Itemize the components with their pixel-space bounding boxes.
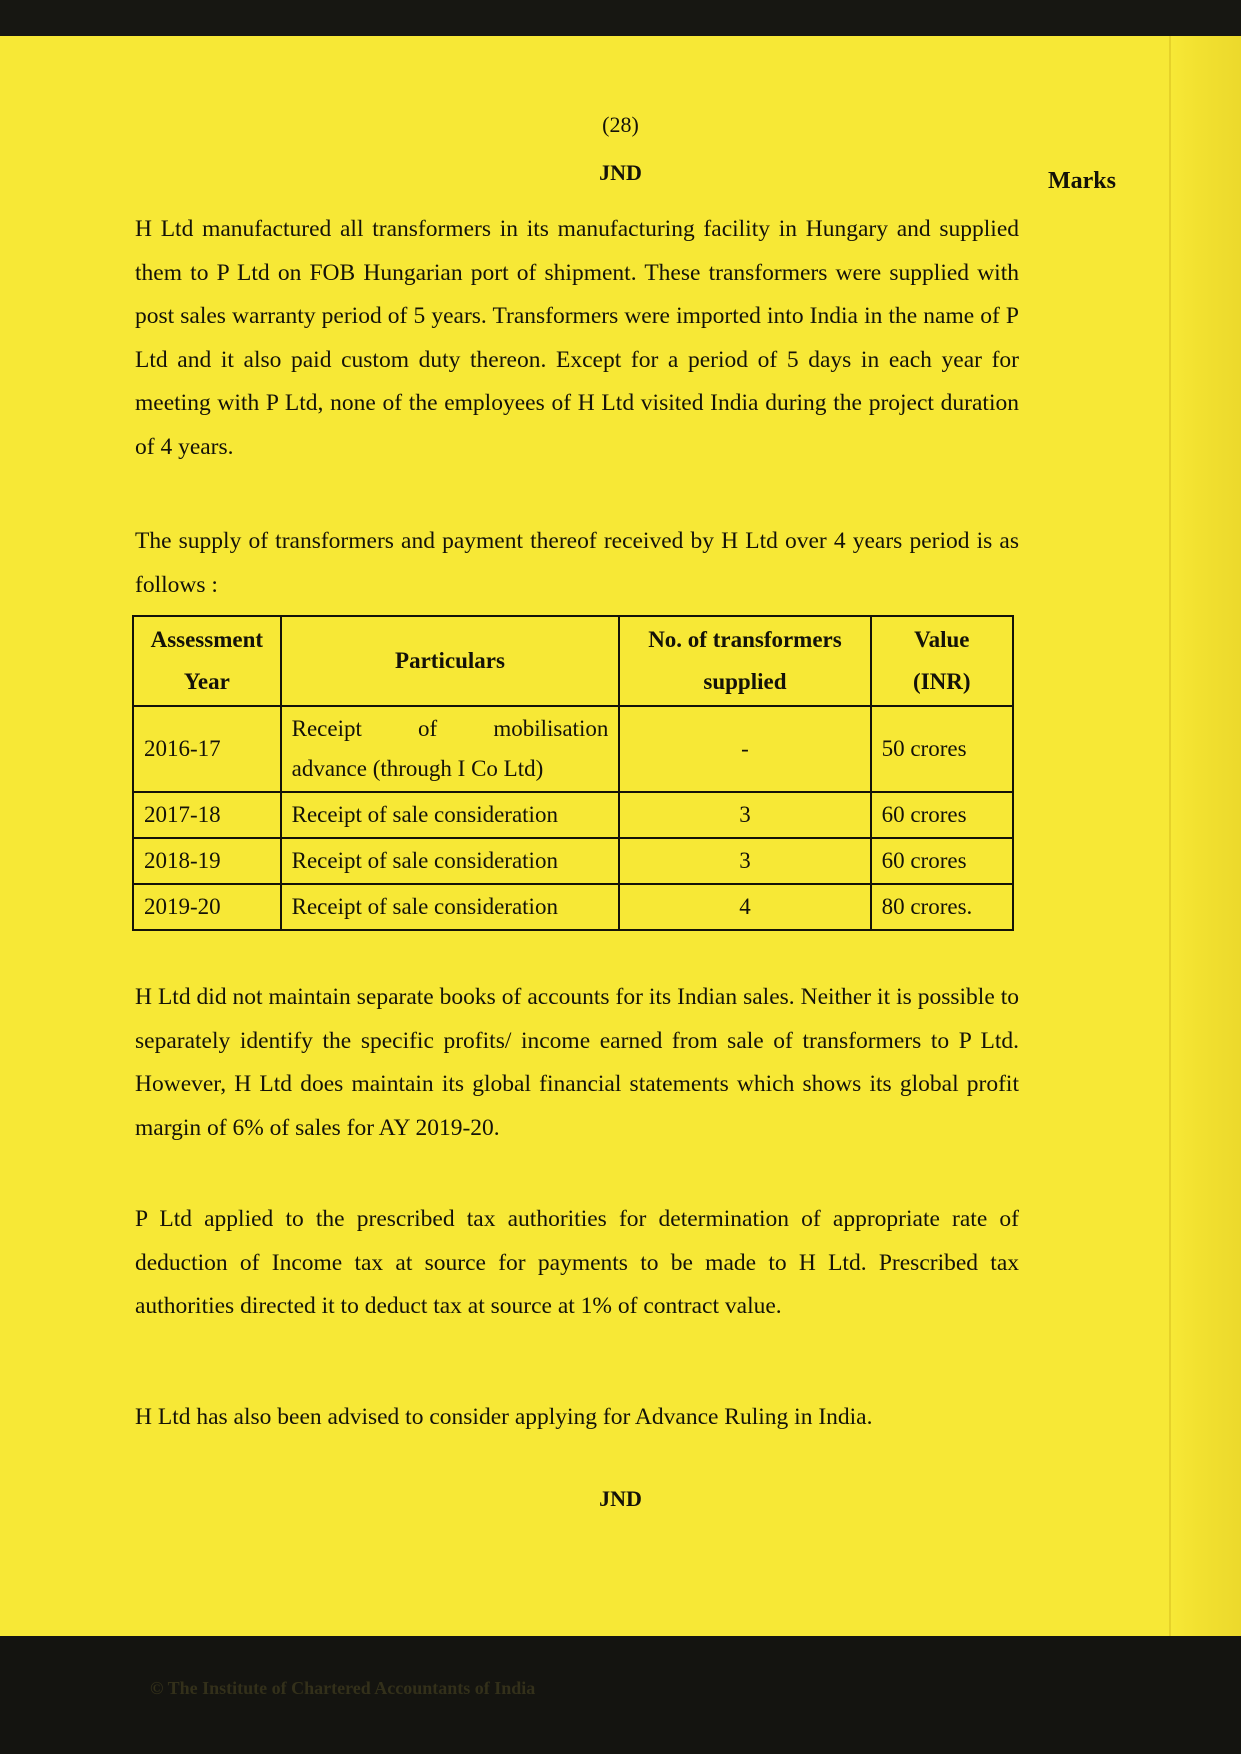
- cell-text: Receipt of mobilisation: [291, 716, 609, 741]
- paragraph-books-of-accounts: H Ltd did not maintain separate books of accounts for its Indian sales. Neither it is possible to separately identify the specific profits/ income earned from sale of transformers to P Ltd. However, H Ltd does maintain its global financial statements which shows its global profit margin of 6% of sales for AY 2019-20.: [135, 984, 1019, 1141]
- cell-particulars: Receipt of sale consideration: [281, 838, 620, 884]
- paragraph-advance-ruling: H Ltd has also been advised to consider applying for Advance Ruling in India.: [135, 1404, 873, 1430]
- cell-value: 60 crores: [871, 792, 1013, 838]
- paragraph-tds-rate: P Ltd applied to the prescribed tax authorities for determination of appropriate rate of deduction of Income tax at source for payments to be made to H Ltd. Prescribed tax authorities directed it to deduct tax at source at 1% of contract value.: [135, 1206, 1019, 1319]
- cell-count: -: [619, 706, 870, 792]
- marks-label: Marks: [1048, 168, 1116, 194]
- cell-year: 2018-19: [133, 838, 281, 884]
- supply-table: [132, 615, 1014, 931]
- header-text: Year: [183, 669, 230, 694]
- cell-text: advance (through I Co Ltd): [291, 756, 544, 781]
- page-edge: [1169, 36, 1241, 1636]
- footer-code: JND: [599, 1486, 642, 1511]
- table-row: [133, 706, 1013, 792]
- cell-count: 3: [619, 838, 870, 884]
- cell-year: 2019-20: [133, 884, 281, 930]
- header-text: supplied: [703, 669, 787, 694]
- copyright-notice: © The Institute of Chartered Accountants of India: [150, 1678, 536, 1698]
- header-transformers-supplied: [619, 616, 870, 706]
- header-assessment-year: [133, 616, 281, 706]
- paragraph-supply-intro: The supply of transformers and payment thereof received by H Ltd over 4 years period is as follows :: [135, 528, 1019, 598]
- page-number: (28): [602, 112, 639, 137]
- cell-year: 2017-18: [133, 792, 281, 838]
- cell-value: 60 crores: [871, 838, 1013, 884]
- table-header-row: [133, 616, 1013, 706]
- header-value: [871, 616, 1013, 706]
- cell-year: 2016-17: [133, 706, 281, 792]
- table-row: [133, 792, 1013, 838]
- cell-value: 80 crores.: [871, 884, 1013, 930]
- header-code: JND: [599, 160, 642, 185]
- cell-count: 3: [619, 792, 870, 838]
- table-row: [133, 838, 1013, 884]
- scan-top-border: [0, 0, 1241, 38]
- header-text: Assessment: [150, 627, 264, 652]
- cell-particulars: [281, 706, 620, 792]
- header-text: No. of transformers: [648, 627, 842, 652]
- cell-value: 50 crores: [871, 706, 1013, 792]
- header-particulars: Particulars: [281, 616, 620, 706]
- cell-count: 4: [619, 884, 870, 930]
- cell-particulars: Receipt of sale consideration: [281, 884, 620, 930]
- paragraph-transformer-supply: H Ltd manufactured all transformers in its manufacturing facility in Hungary and supplied them to P Ltd on FOB Hungarian port of shipment. These transformers were supplied with post sales warranty period of 5 years. Transformers were imported into India in the name of P Ltd and it also paid custom duty thereon. Except for a period of 5 days in each year for meeting with P Ltd, none of the employees of H Ltd visited India during the project duration of 4 years.: [135, 216, 1019, 460]
- table-row: [133, 884, 1013, 930]
- header-text: (INR): [913, 669, 971, 694]
- cell-particulars: Receipt of sale consideration: [281, 792, 620, 838]
- header-text: Value: [914, 627, 970, 652]
